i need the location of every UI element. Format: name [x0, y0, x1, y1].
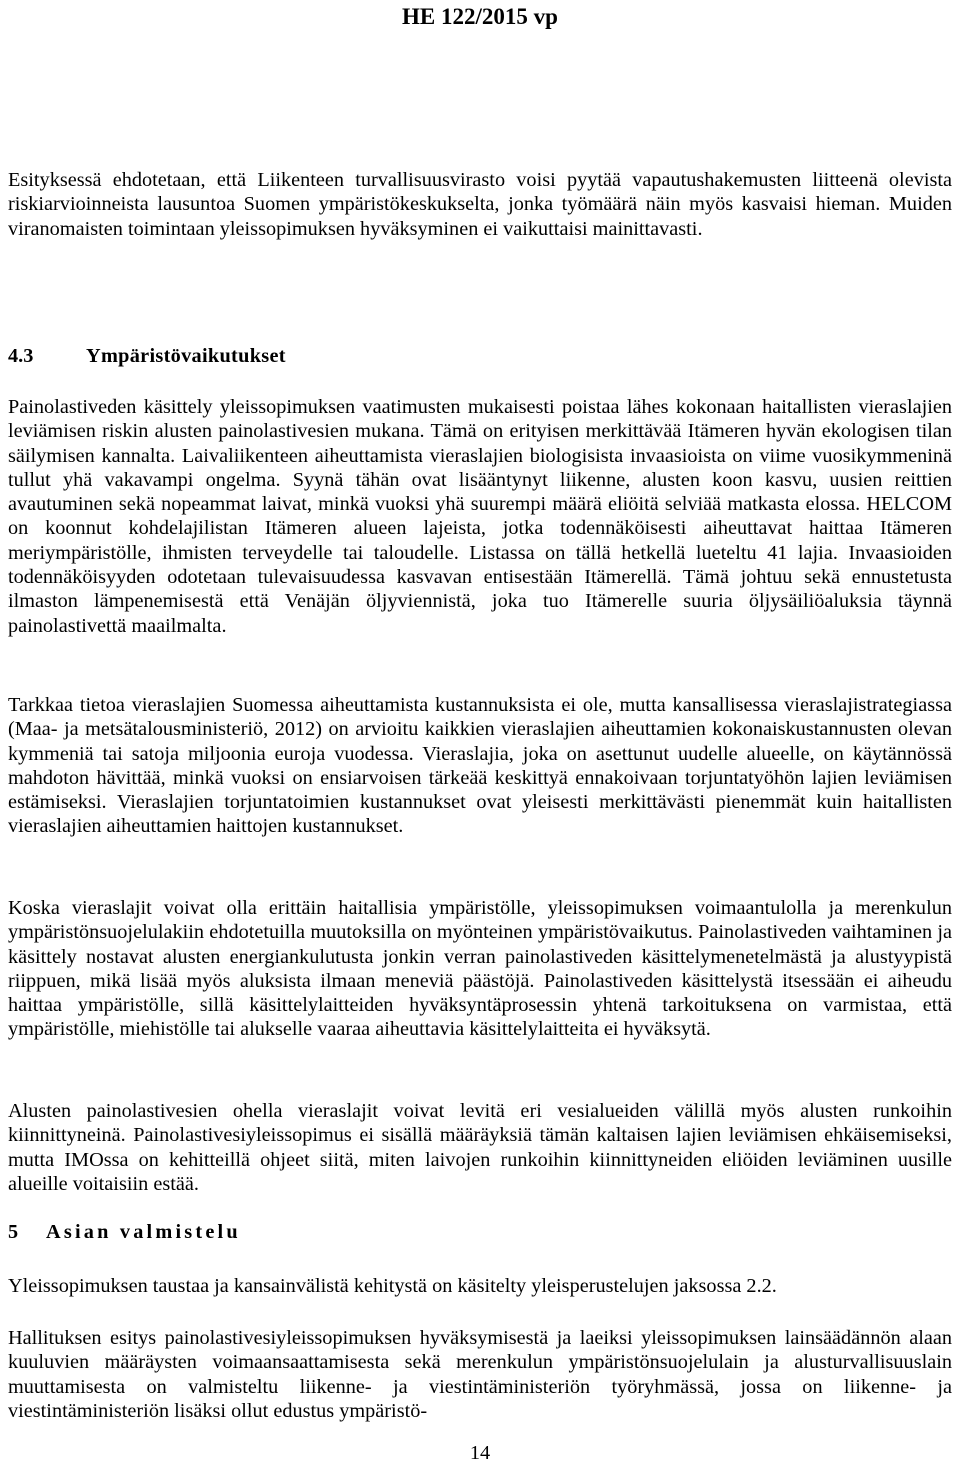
intro-paragraph [8, 168, 952, 241]
section-4-3-paragraph-2 [8, 693, 952, 839]
section-title: Ympäristövaikutukset [86, 345, 286, 367]
paragraph-text: Koska vieraslajit voivat olla erittäin haitallisia ympäristölle, yleissopimuksen voimaantulolla ja merenkulun ympäristönsuojelulakiin ehdotetuilla muutoksilla on myönteinen ympäristövaikutus. Painolastiveden vaihtaminen ja käsittely nostavat alusten energiankulutusta jonkin verran painolastiveden käsittelymenetelmästä ja alustyypistä riippuen, mikä lisää myös aluksista ilmaan meneviä päästöjä. Painolastiveden käsittelystä itsessään ei aiheudu haittaa ympäristölle, sillä käsittelylaitteiden hyväksyntäprosessin yhtenä tarkoituksena on varmistaa, että ympäristölle, miehistölle tai alukselle vaaraa aiheuttavia käsittelylaitteita ei hyväksytä. [8, 897, 952, 1041]
section-5-paragraph-2 [8, 1326, 952, 1423]
paragraph-text: Painolastiveden käsittely yleissopimuksen vaatimusten mukaisesti poistaa lähes kokonaan haitallisten vieraslajien leviämisen riskin alusten painolastivesien mukana. Tämä on erityisen merkittävää Itämeren hyvän ekologisen tilan säilymisen kannalta. Laivaliikenteen aiheuttamista vieraslajien biologisista invaasioista on viime vuosikymmeninä tullut yhä vakavampi ongelma. Syynä tähän ovat lisääntynyt liikenne, alusten koon kasvu, uusien reittien avautuminen sekä nopeammat laivat, minkä vuoksi yhä suurempi määrä eliöitä selviää matkasta elossa. HELCOM on koonnut kohdelajilistan Itämeren alueen lajeista, jotka todennäköisesti aiheuttavat haittaa Itämeren meriympäristölle, ihmisten terveydelle tai taloudelle. Listassa on tällä hetkellä lueteltu 41 lajia. Invaasioiden todennäköisyyden odotetaan tulevaisuudessa kasvavan entisestään Itämerellä. Tämä johtuu sekä ennustetusta ilmaston lämpenemisestä että Venäjän öljyviennistä, joka tuo Itämerelle suuria öljysäiliöaluksia täynnä painolastivettä maailmalta. [8, 396, 952, 637]
section-5-paragraph-1 [8, 1274, 952, 1298]
section-heading-5 [8, 1220, 952, 1244]
section-number: 4.3 [8, 345, 34, 367]
paragraph-text: Esityksessä ehdotetaan, että Liikenteen turvallisuusvirasto voisi pyytää vapautushakemusten liitteenä olevista riskiarvioinneista lausuntoa Suomen ympäristökeskukselta, jonka työmäärä näin myös kasvaisi hieman. Muiden viranomaisten toimintaan yleissopimuksen hyväksyminen ei vaikuttaisi mainittavasti. [8, 169, 952, 240]
paragraph-text: Yleissopimuksen taustaa ja kansainvälistä kehitystä on käsitelty yleisperustelujen jaksossa 2.2. [8, 1275, 777, 1297]
section-4-3-paragraph-4 [8, 1099, 952, 1196]
paragraph-text: Hallituksen esitys painolastivesiyleissopimuksen hyväksymisestä ja laeiksi yleissopimuksen lainsäädännön alaan kuuluvien määräysten voimaansaattamisesta sekä merenkulun ympäristönsuojelulain ja alusturvallisuuslain muuttamisesta on valmisteltu liikenne- ja viestintäministeriön työryhmässä, jossa on liikenne- ja viestintäministeriön lisäksi ollut edustus ympäristö- [8, 1327, 952, 1422]
paragraph-text: Tarkkaa tietoa vieraslajien Suomessa aiheuttamista kustannuksista ei ole, mutta kansallisessa vieraslajistrategiassa (Maa- ja metsätalousministeriö, 2012) on arvioitu kaikkien vieraslajien aiheuttamien kokonaiskustannusten olevan kymmeniä tai satoja miljoonia euroja vuodessa. Vieraslajia, joka on asettunut uudelle alueelle, on käytännössä mahdoton hävittää, minkä vuoksi on ensiarvoisen tärkeää keskittyä ennakoivaan torjuntatyöhön lajien leviämisen estämiseksi. Vieraslajien torjuntatoimien kustannukset ovat yleisesti merkittävästi pienemmät kuin haitallisten vieraslajien aiheuttamien haittojen kustannukset. [8, 694, 952, 838]
section-number: 5 [8, 1221, 19, 1243]
section-title: Asian valmistelu [46, 1221, 241, 1243]
page-number: 14 [469, 1442, 491, 1464]
section-heading-4-3 [8, 344, 952, 368]
document-header: HE 122/2015 vp [402, 4, 558, 29]
paragraph-text: Alusten painolastivesien ohella vieraslajit voivat levitä eri vesialueiden välillä myös alusten runkoihin kiinnittyneinä. Painolastivesiyleissopimus ei sisällä määräyksiä tämän kaltaisen lajien leviämisen ehkäisemiseksi, mutta IMOssa on kehitteillä ohjeet siitä, miten laivojen runkoihin kiinnittyneiden eliöiden leviäminen uusille alueille voitaisiin estää. [8, 1100, 952, 1195]
section-4-3-paragraph-3 [8, 896, 952, 1042]
section-4-3-paragraph-1 [8, 395, 952, 638]
